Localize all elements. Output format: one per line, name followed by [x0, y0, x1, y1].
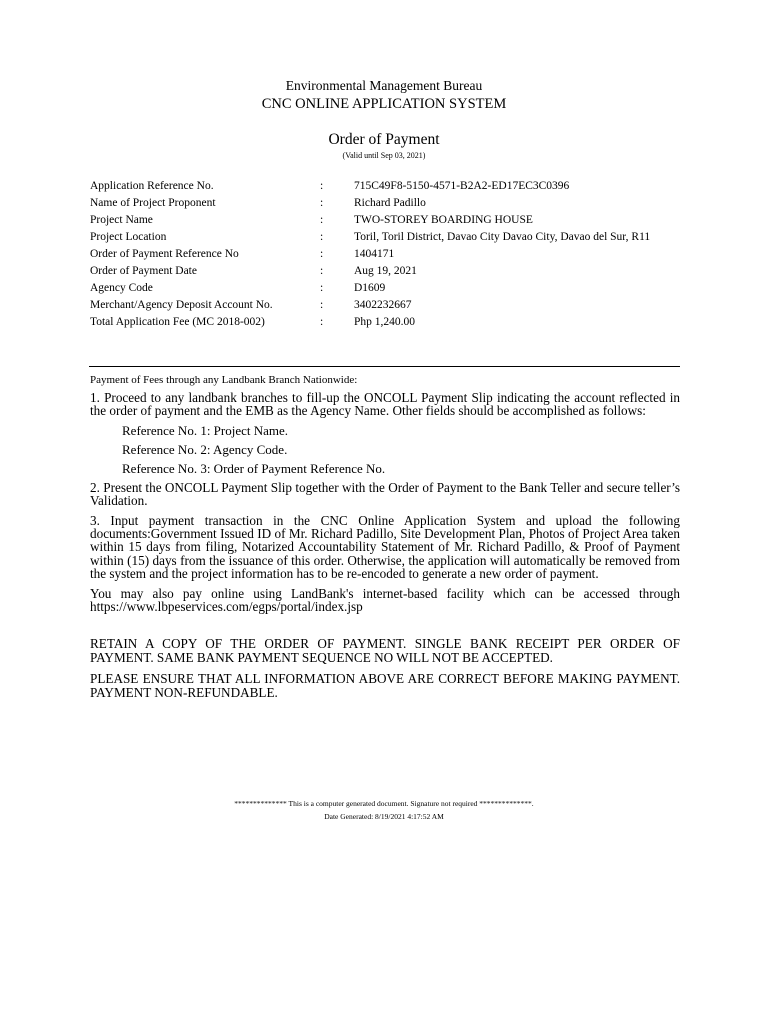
detail-label: Name of Project Proponent	[90, 197, 216, 209]
detail-separator: :	[320, 316, 324, 328]
page-title: Order of Payment	[328, 131, 440, 148]
detail-separator: :	[320, 282, 324, 294]
detail-value: Php 1,240.00	[354, 316, 416, 328]
validity-note: (Valid until Sep 03, 2021)	[342, 151, 426, 160]
agency-name: Environmental Management Bureau	[285, 78, 483, 93]
detail-value: Richard Padillo	[354, 197, 426, 209]
instruction-step-2: 2. Present the ONCOLL Payment Slip together with the Order of Payment to the Bank Teller and secure teller’s Validation.	[90, 479, 680, 509]
detail-separator: :	[320, 248, 324, 260]
reference-no-3: Reference No. 3: Order of Payment Reference No.	[122, 460, 386, 476]
detail-separator: :	[320, 265, 324, 277]
instruction-step-1: 1. Proceed to any landbank branches to fill-up the ONCOLL Payment Slip indicating the account reflected in the order of payment and the EMB as the Agency Name. Other fields should be accomplished as follows:	[90, 390, 680, 419]
detail-row-proponent	[90, 197, 690, 210]
retain-copy-notice: RETAIN A COPY OF THE ORDER OF PAYMENT. SINGLE BANK RECEIPT PER ORDER OF PAYMENT. SAME BANK PAYMENT SEQUENCE NO WILL NOT BE ACCEPTED.	[90, 636, 680, 666]
detail-row-deposit-account	[90, 299, 690, 312]
detail-label: Application Reference No.	[90, 180, 214, 192]
date-generated: Date Generated: 8/19/2021 4:17:52 AM	[324, 812, 444, 821]
reference-no-1: Reference No. 1: Project Name.	[122, 422, 289, 438]
application-details	[90, 180, 690, 333]
detail-value: Toril, Toril District, Davao City Davao City, Davao del Sur, R11	[354, 231, 651, 243]
detail-row-project-name	[90, 214, 690, 227]
detail-value: 715C49F8-5150-4571-B2A2-ED17EC3C0396	[354, 180, 570, 192]
computer-generated-disclaimer: ************** This is a computer generated document. Signature not required **************.	[234, 799, 534, 808]
detail-label: Total Application Fee (MC 2018-002)	[90, 316, 265, 328]
reference-no-2: Reference No. 2: Agency Code.	[122, 441, 288, 457]
detail-label: Order of Payment Reference No	[90, 248, 239, 260]
instruction-step-3: 3. Input payment transaction in the CNC Online Application System and upload the following documents:Government Issued ID of Mr. Richard Padillo, Site Development Plan, Photos of Project Area taken within 15 days from filing, Notarized Accountability Statement of Mr. Richard Padillo, & Proof of Payment within (15) days from the issuance of this order. Otherwise, the application will automatically be removed from the system and the project information has to be re-encoded to generate a new order of payment.	[90, 512, 680, 582]
online-payment-note: You may also pay online using LandBank's internet-based facility which can be accessed through https://www.lbpeservices.com/egps/portal/index.jsp	[90, 585, 680, 615]
payment-instructions	[90, 374, 680, 707]
instructions-heading: Payment of Fees through any Landbank Branch Nationwide:	[90, 374, 358, 386]
section-divider	[89, 366, 680, 367]
detail-value: 3402232667	[354, 299, 412, 311]
detail-separator: :	[320, 231, 324, 243]
detail-separator: :	[320, 214, 324, 226]
detail-value: Aug 19, 2021	[354, 265, 417, 277]
detail-label: Agency Code	[90, 282, 153, 294]
detail-value: TWO-STOREY BOARDING HOUSE	[354, 214, 533, 226]
detail-value: 1404171	[354, 248, 395, 260]
detail-row-order-reference	[90, 248, 690, 261]
detail-row-agency-code	[90, 282, 690, 295]
detail-row-application-reference	[90, 180, 690, 193]
system-name: CNC ONLINE APPLICATION SYSTEM	[261, 96, 507, 112]
detail-value: D1609	[354, 282, 386, 294]
non-refundable-notice: PLEASE ENSURE THAT ALL INFORMATION ABOVE ARE CORRECT BEFORE MAKING PAYMENT. PAYMENT NON-REFUNDABLE.	[90, 671, 680, 701]
detail-row-total-fee	[90, 316, 690, 329]
detail-label: Project Location	[90, 231, 167, 243]
detail-separator: :	[320, 180, 324, 192]
detail-label: Order of Payment Date	[90, 265, 197, 277]
detail-row-order-date	[90, 265, 690, 278]
detail-separator: :	[320, 299, 324, 311]
detail-label: Project Name	[90, 214, 153, 226]
detail-separator: :	[320, 197, 324, 209]
detail-row-project-location	[90, 231, 690, 244]
detail-label: Merchant/Agency Deposit Account No.	[90, 299, 273, 311]
